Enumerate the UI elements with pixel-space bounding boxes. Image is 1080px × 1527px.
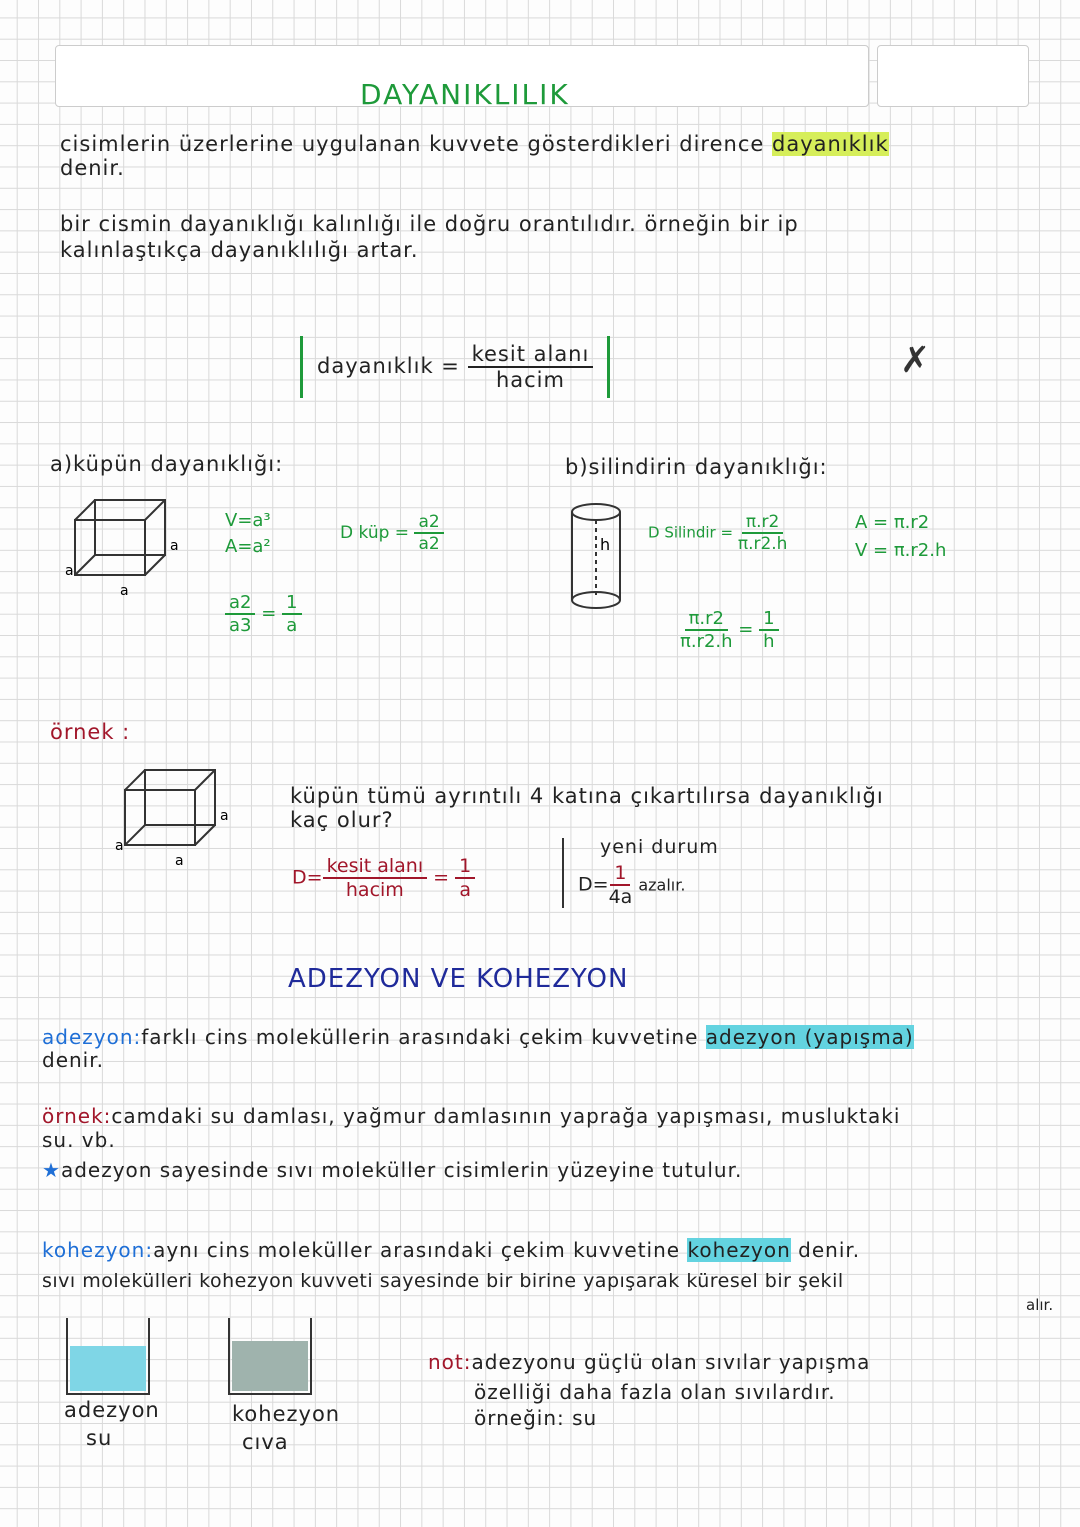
example-label: örnek :: [50, 720, 131, 744]
cylinder-volume: V = π.r2.h: [855, 540, 947, 561]
cube-d-formula: D küp = $\frac{a2}{a2}$: [340, 512, 444, 554]
svg-text:a: a: [115, 838, 124, 854]
formula-box: dayanıklık = $\frac{\text{kesit alanı}}{\text{hacim}}$: [300, 336, 610, 398]
divider: [562, 838, 564, 908]
kohezyon-line3: alır.: [1026, 1296, 1054, 1314]
cube-area: A=a²: [225, 536, 271, 557]
example-d-formula: D= $\frac{\text{kesit alanı}}{\text{hacim}}$ = $\frac{1}{a}$: [292, 855, 475, 901]
beaker-mercury-icon: [228, 1318, 312, 1395]
cylinder-title: b)silindirin dayanıklığı:: [565, 455, 828, 479]
example-cube-icon: [110, 765, 240, 875]
adezyon-line2: denir.: [42, 1048, 104, 1072]
new-state-formula: D= $\frac{1}{4a}$ azalır.: [578, 862, 686, 908]
section-heading: ADEZYON VE KOHEZYON: [288, 964, 629, 994]
star-icon: ★: [42, 1158, 61, 1182]
note-line2: özelliği daha fazla olan sıvılardır.: [474, 1380, 836, 1404]
pen-mark-icon: ✗: [900, 340, 931, 381]
beaker-water-icon: [66, 1318, 150, 1395]
example-question-line1: küpün tümü ayrıntılı 4 katına çıkartılırsa dayanıklığı: [290, 784, 884, 808]
definition-line1: cisimlerin üzerlerine uygulanan kuvvete gösterdikleri dirence dayanıklık: [60, 132, 889, 156]
svg-text:a: a: [170, 538, 179, 554]
beaker-water-sub: su: [86, 1426, 113, 1450]
example2-line1: örnek:camdaki su damlası, yağmur damlasının yaprağa yapışması, musluktaki: [42, 1104, 901, 1128]
svg-text:a: a: [220, 808, 229, 824]
beaker-mercury-sub: cıva: [242, 1430, 289, 1454]
svg-text:h: h: [600, 535, 611, 554]
note-line3: örneğin: su: [474, 1406, 598, 1430]
para-line1: bir cismin dayanıklığı kalınlığı ile doğru orantılıdır. örneğin bir ip: [60, 212, 799, 236]
para-line2: kalınlaştıkça dayanıklılığı artar.: [60, 238, 419, 262]
adezyon-line1: adezyon:farklı cins moleküllerin arasındaki çekim kuvvetine adezyon (yapışma): [42, 1025, 914, 1049]
kohezyon-line1: kohezyon:aynı cins moleküller arasındaki çekim kuvvetine kohezyon denir.: [42, 1238, 861, 1262]
cylinder-drawing-icon: [568, 500, 628, 615]
star-note: ★adezyon sayesinde sıvı moleküller cisimlerin yüzeyine tutulur.: [42, 1158, 743, 1182]
beaker-mercury-label: kohezyon: [232, 1402, 341, 1426]
date-box: [877, 45, 1029, 107]
new-state-label: yeni durum: [600, 836, 719, 858]
svg-text:a: a: [65, 563, 74, 579]
note-line1: not:adezyonu güçlü olan sıvılar yapışma: [428, 1350, 871, 1374]
kohezyon-line2: sıvı molekülleri kohezyon kuvveti sayesinde bir birine yapışarak küresel bir şekil: [42, 1270, 844, 1292]
cube-volume: V=a³: [225, 510, 271, 531]
cylinder-d-formula: D Silindir = $\frac{\pi.r2}{\pi.r2.h}$: [648, 512, 788, 554]
page-title: DAYANIKLILIK: [360, 78, 570, 111]
svg-text:a: a: [120, 583, 129, 599]
cube-title: a)küpün dayanıklığı:: [50, 452, 284, 476]
definition-line2: denir.: [60, 156, 125, 180]
example-question-line2: kaç olur?: [290, 808, 394, 832]
cube-result: $\frac{a2}{a3}$ = $\frac{1}{a}$: [225, 592, 302, 636]
cube-drawing-icon: [60, 495, 190, 605]
cylinder-result: $\frac{\pi.r2}{\pi.r2.h}$ = $\frac{1}{h}$: [680, 608, 779, 652]
example2-line2: su. vb.: [42, 1128, 116, 1152]
cylinder-area: A = π.r2: [855, 512, 930, 533]
beaker-water-label: adezyon: [64, 1398, 160, 1422]
svg-text:a: a: [175, 853, 184, 869]
